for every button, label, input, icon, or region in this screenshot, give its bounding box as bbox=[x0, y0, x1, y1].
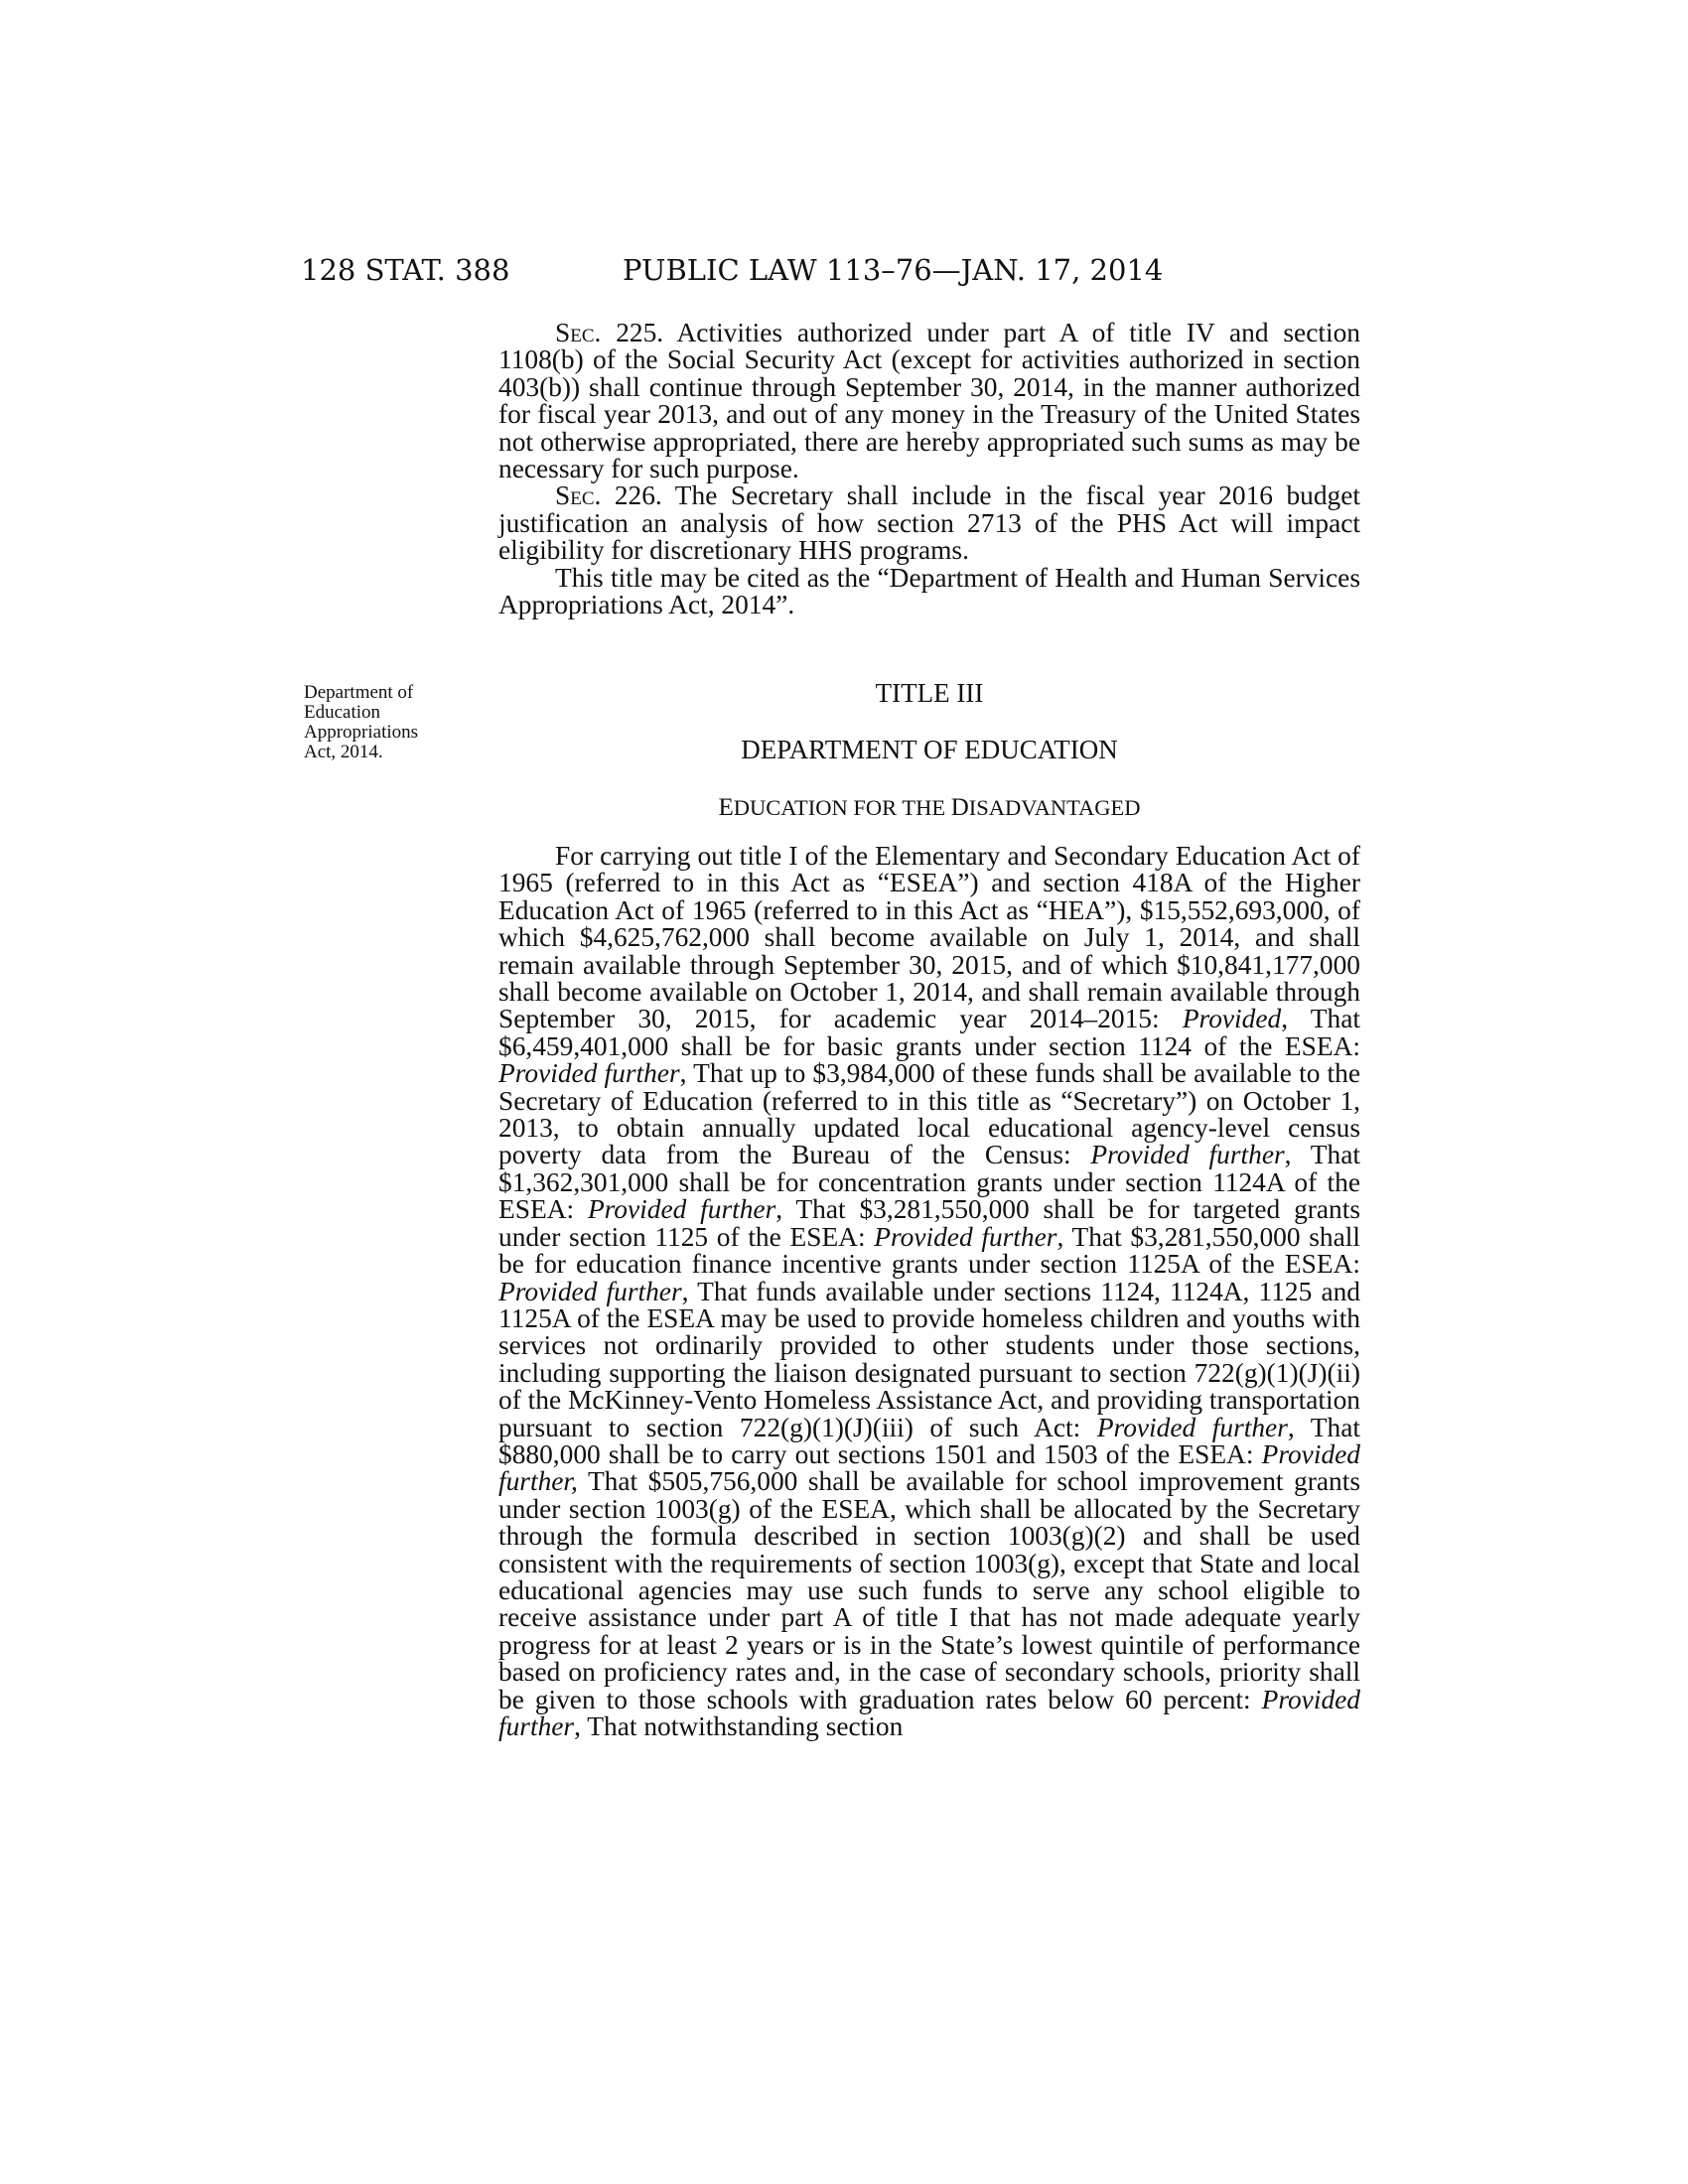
department-heading: DEPARTMENT OF EDUCATION bbox=[741, 735, 1118, 764]
appropriation-paragraph: For carrying out title I of the Elementary and Secondary Education Act of 1965 (referred to in this Act as “ESEA”) and section 418A of the Higher Education Act of 1965 (referred to in this Act as “HEA”), $15,552,693,000, of which $4,625,762,000 shall become available on July 1, 2014, and shall remain available through September 30, 2015, and of which $10,841,177,000 shall become available on October 1, 2014, and shall remain available through September 30, 2015, for academic year 2014–2015: Provided, That $6,459,401,000 shall be for basic grants under section 1124 of the ESEA: Provided further, That up to $3,984,000 of these funds shall be available to the Secretary of Education (referred to in this title as “Secretary”) on October 1, 2013, to obtain annually updated local educational agency-level census poverty data from the Bureau of the Census: Provided further, That $1,362,301,000 shall be for concentration grants under section 1124A of the ESEA: Provided further, That $3,281,550,000 shall be for targeted grants under section 1125 of the ESEA: Provided further, That $3,281,550,000 shall be for education finance incentive grants under section 1125A of the ESEA: Provided further, That funds available under sections 1124, 1124A, 1125 and 1125A of the ESEA may be used to provide homeless children and youths with services not ordinarily provided to other students under those sections, including supporting the liaison designated pursuant to section 722(g)(1)(J)(ii) of the McKinney-Vento Homeless Assistance Act, and providing transportation pursuant to section 722(g)(1)(J)(iii) of such Act: Provided further, That $880,000 shall be to carry out sections 1501 and 1503 of the ESEA: Provided further, That $505,756,000 shall be available for school improvement grants under section 1003(g) of the ESEA, which shall be allocated by the Secretary through the formula described in section 1003(g)(2) and shall be used consistent with the requirements of section 1003(g), except that State and local educational agencies may use such funds to serve any school eligible to receive assistance under part A of title I that has not made adequate yearly progress for at least 2 years or is in the State’s lowest quintile of performance based on proficiency rates and, in the case of secondary schools, priority shall be given to those schools with graduation rates below 60 percent: Provided further, That notwithstanding section bbox=[498, 841, 1361, 1741]
appropriation-body bbox=[498, 843, 1360, 1740]
section-226-label: Sec. 226. bbox=[555, 480, 662, 511]
margin-note-line: Department of bbox=[304, 682, 414, 703]
top-sections bbox=[498, 320, 1360, 618]
public-law-title: PUBLIC LAW 113–76—JAN. 17, 2014 bbox=[623, 253, 1164, 287]
page-header bbox=[0, 250, 1688, 290]
margin-note-line: Appropriations bbox=[304, 722, 419, 743]
section-226 bbox=[498, 482, 1360, 564]
section-225-text: Activities authorized under part A of title IV and section 1108(b) of the Social Security Act (except for activities authorized in section 403(b)) shall continue through September 30, 2014, in the manner authorized for fiscal year 2013, and out of any money in the Treasury of the United States not otherwise appropriated, there are hereby appropriated such sums as may be necessary for such purpose. bbox=[498, 318, 1360, 484]
margin-note-line: Act, 2014. bbox=[304, 742, 383, 762]
margin-note bbox=[304, 683, 483, 762]
section-subheading: EDUCATION FOR THE DISADVANTAGED bbox=[718, 794, 1141, 821]
citation-paragraph: This title may be cited as the “Department of Health and Human Services Appropriations Act, 2014”. bbox=[498, 562, 1360, 620]
section-225-label: Sec. 225. bbox=[555, 318, 664, 347]
section-225 bbox=[498, 320, 1360, 482]
margin-note-line: Education bbox=[304, 702, 381, 723]
statute-reference: 128 STAT. 388 bbox=[301, 253, 510, 287]
title-heading: TITLE III bbox=[875, 678, 984, 708]
section-226-text: The Secretary shall include in the fiscal year 2016 budget justification an analysis of how section 2713 of the PHS Act will impact eligibility for discretionary HHS programs. bbox=[498, 480, 1360, 566]
